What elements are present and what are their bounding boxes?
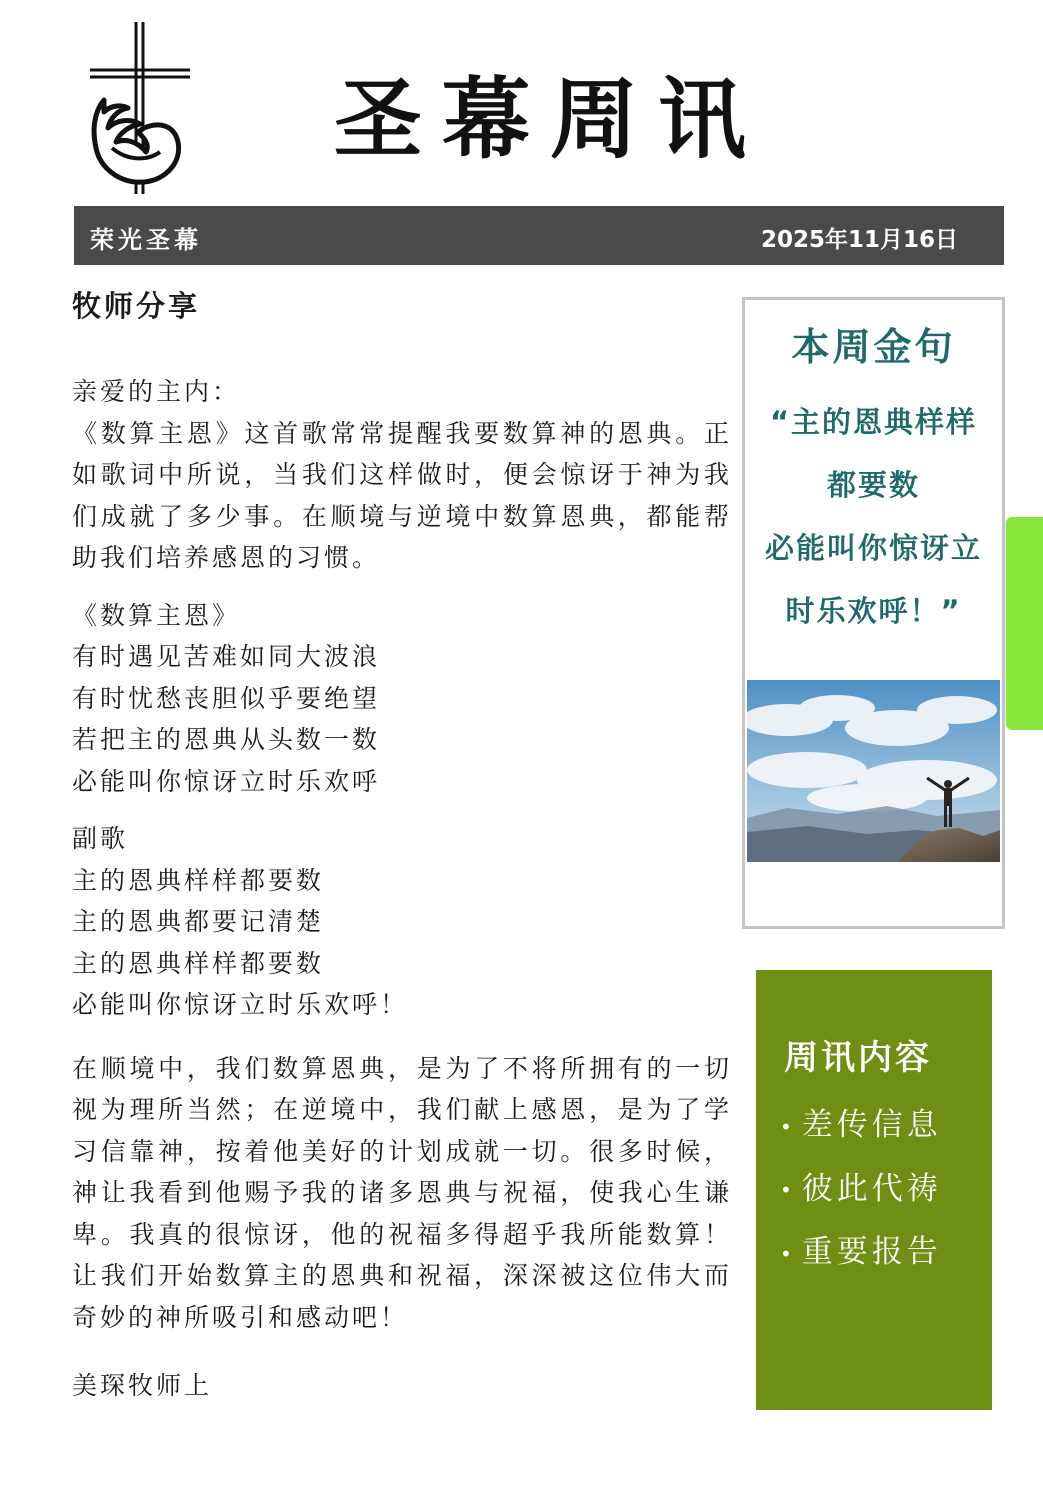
contents-item-label: 彼此代祷 <box>801 1170 942 1207</box>
chorus-line: 必能叫你惊讶立时乐欢呼！ <box>72 990 409 1019</box>
mountain-praise-photo <box>747 680 1000 862</box>
song-line: 有时忧愁丧胆似乎要绝望 <box>72 683 381 713</box>
verse-text <box>745 391 1002 643</box>
chorus-line: 主的恩典样样都要数 <box>72 865 325 895</box>
song-title: 《数算主恩》 <box>72 600 241 630</box>
weekly-verse-box <box>742 297 1005 929</box>
chorus-label: 副歌 <box>72 824 129 853</box>
newsletter-title: 圣幕周讯 <box>333 68 766 171</box>
contents-item-label: 差传信息 <box>801 1107 942 1143</box>
song-line: 若把主的恩典从头数一数 <box>72 725 381 754</box>
contents-item-label: 重要报告 <box>801 1234 942 1270</box>
bullet-icon: • <box>780 1114 796 1139</box>
bullet-icon: • <box>780 1178 796 1202</box>
pastor-article <box>72 284 732 1402</box>
church-logo <box>86 20 192 196</box>
intro-paragraph: 《数算主恩》这首歌常常提醒我要数算神的恩典。正如歌词中所说，当我们这样做时，便会惊讶于神为我们成就了多少事。在顺境与逆境中数算恩典，都能帮助我们培养感恩的习惯。 <box>72 418 732 572</box>
contents-item <box>780 1158 942 1222</box>
closing-paragraph: 在顺境中，我们数算恩典，是为了不将所拥有的一切视为理所当然；在逆境中，我们献上感恩，是为了学习信靠神，按着他美好的计划成就一切。很多时候，神让我看到他赐予我的诸多恩典与祝福，使我心生谦卑。我真的很惊讶，他的祝福多得超乎我所能数算！让我们开始数算主的恩典和祝福，深深被这位伟大而奇妙的神所吸引和感动吧！ <box>72 1053 732 1332</box>
greeting: 亲爱的主内： <box>72 377 241 406</box>
contents-box <box>756 970 992 1410</box>
church-name: 荣光圣幕 <box>90 226 202 254</box>
verse-title: 本周金句 <box>791 325 956 369</box>
verse-line: “主的恩典样样 <box>769 405 978 439</box>
contents-list <box>780 1094 942 1285</box>
song-line: 有时遇见苦难如同大波浪 <box>72 642 381 671</box>
contents-item <box>780 1094 942 1158</box>
chorus-line: 主的恩典都要记清楚 <box>72 907 325 936</box>
song-verse <box>72 595 732 803</box>
issue-date: 2025年11月16日 <box>760 227 958 253</box>
song-chorus <box>72 818 732 1026</box>
verse-line: 时乐欢呼！” <box>785 594 962 628</box>
contents-title: 周讯内容 <box>784 1038 932 1078</box>
signature: 美琛牧师上 <box>72 1371 213 1400</box>
chorus-line: 主的恩典样样都要数 <box>72 948 325 978</box>
bullet-icon: • <box>780 1241 796 1266</box>
side-tab <box>1006 517 1043 730</box>
header-banner <box>74 206 1004 265</box>
verse-line: 都要数 <box>826 468 920 502</box>
song-line: 必能叫你惊讶立时乐欢呼 <box>72 766 381 796</box>
verse-line: 必能叫你惊讶立 <box>764 531 982 565</box>
section-heading: 牧师分享 <box>72 289 201 323</box>
contents-item <box>780 1221 942 1285</box>
